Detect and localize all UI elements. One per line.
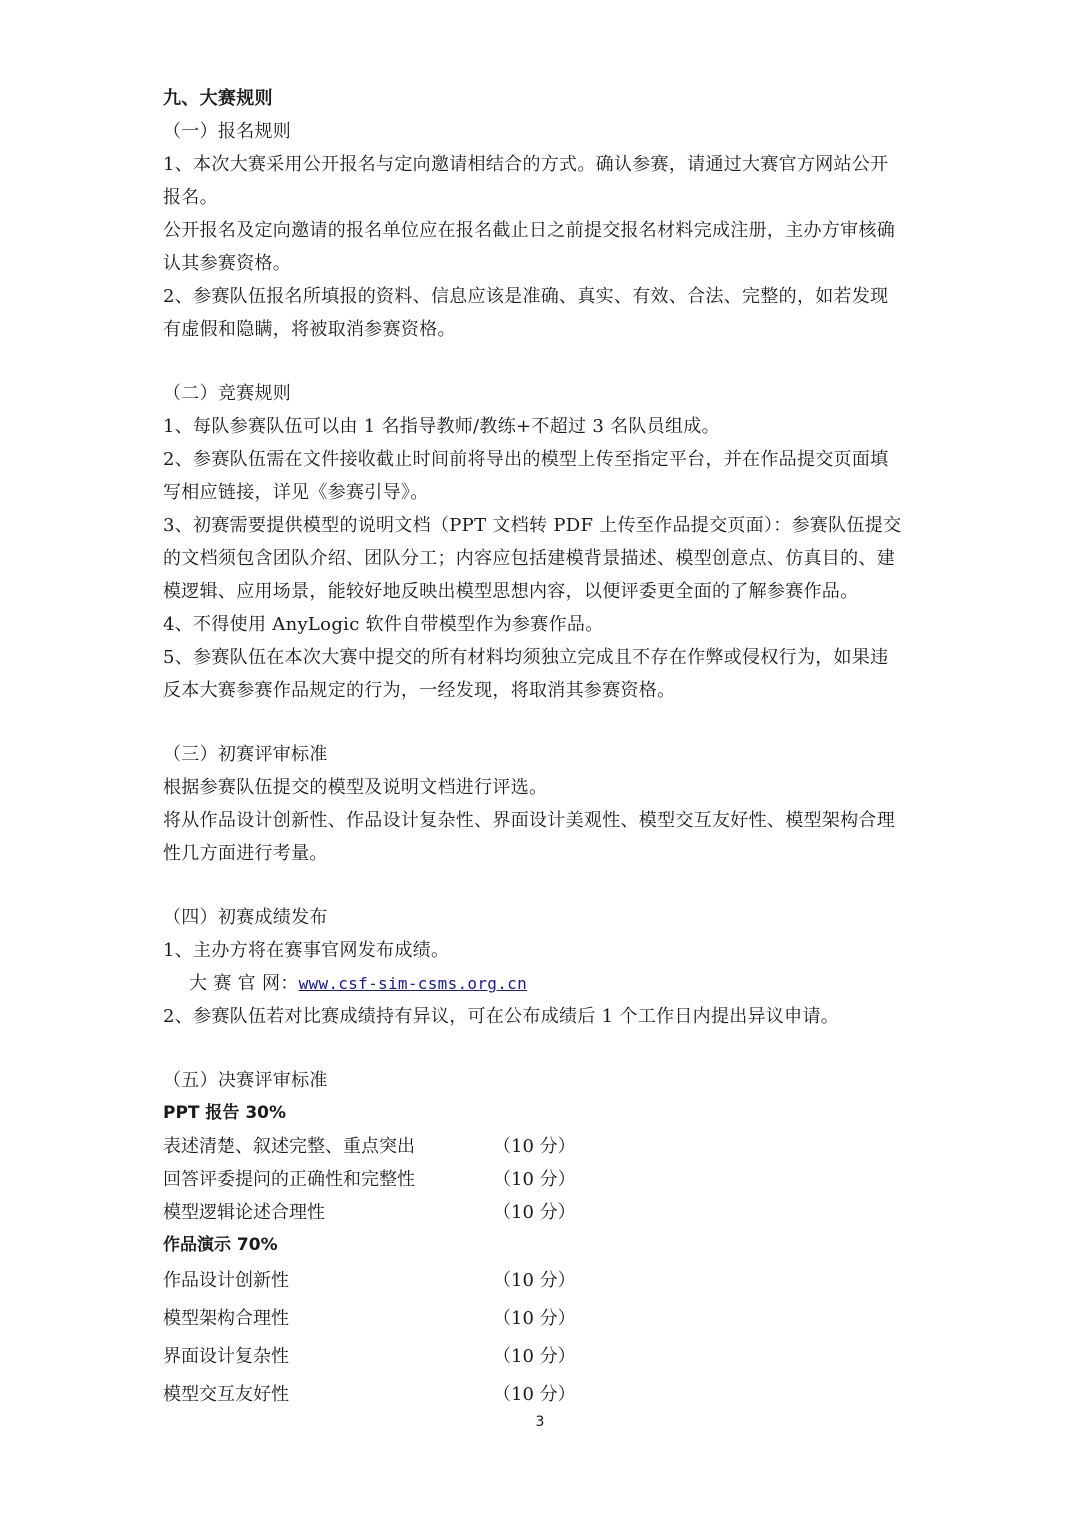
sec2-line: 3、初赛需要提供模型的说明文档（PPT 文档转 PDF 上传至作品提交页面）：参赛队伍提交 xyxy=(163,515,902,536)
sec1-line: 2、参赛队伍报名所填报的资料、信息应该是准确、真实、有效、合法、完整的，如若发现 xyxy=(163,286,889,307)
sec3-line: 根据参赛队伍提交的模型及说明文档进行评选。 xyxy=(163,777,548,798)
criterion-score: （10 分） xyxy=(493,1136,576,1157)
sec4-line: 1、主办方将在赛事官网发布成绩。 xyxy=(163,940,450,961)
sec1-line: 报名。 xyxy=(163,187,218,208)
sec2-line: 1、每队参赛队伍可以由 1 名指导教师/教练+不超过 3 名队员组成。 xyxy=(163,416,720,437)
sec2-line: 5、参赛队伍在本次大赛中提交的所有材料均须独立完成且不存在作弊或侵权行为，如果违 xyxy=(163,647,889,668)
sec5-heading: （五）决赛评审标准 xyxy=(163,1070,328,1091)
score-row xyxy=(163,1163,923,1196)
criterion-score: （10 分） xyxy=(493,1384,576,1405)
demo-title: 作品演示 70% xyxy=(163,1235,278,1255)
sec3-line: 将从作品设计创新性、作品设计复杂性、界面设计美观性、模型交互友好性、模型架构合理 xyxy=(163,810,895,831)
criterion-score: （10 分） xyxy=(493,1270,576,1291)
score-row xyxy=(163,1196,923,1229)
criterion-score: （10 分） xyxy=(493,1169,576,1190)
page-number: 3 xyxy=(535,1414,545,1430)
criterion-label: 界面设计复杂性 xyxy=(163,1346,289,1367)
sec2-line: 写相应链接，详见《参赛引导》。 xyxy=(163,482,429,503)
criterion-score: （10 分） xyxy=(493,1308,576,1329)
official-site-label: 大 赛 官 网： xyxy=(189,973,299,994)
criterion-label: 表述清楚、叙述完整、重点突出 xyxy=(163,1136,415,1157)
criterion-label: 模型架构合理性 xyxy=(163,1308,289,1329)
sec2-line: 模逻辑、应用场景，能较好地反映出模型思想内容，以便评委更全面的了解参赛作品。 xyxy=(163,581,859,602)
sec3-heading: （三）初赛评审标准 xyxy=(163,744,328,765)
criterion-score: （10 分） xyxy=(493,1202,576,1223)
section-title: 九、大赛规则 xyxy=(163,88,273,109)
score-row xyxy=(163,1130,923,1163)
official-site-link[interactable]: www.csf-sim-csms.org.cn xyxy=(298,974,528,993)
sec1-line: 有虚假和隐瞒，将被取消参赛资格。 xyxy=(163,319,456,340)
official-site-line xyxy=(163,967,923,1000)
sec2-line: 2、参赛队伍需在文件接收截止时间前将导出的模型上传至指定平台，并在作品提交页面填 xyxy=(163,449,889,470)
criterion-label: 作品设计创新性 xyxy=(163,1270,289,1291)
sec1-heading: （一）报名规则 xyxy=(163,121,292,142)
criterion-score: （10 分） xyxy=(493,1346,576,1367)
sec3-line: 性几方面进行考量。 xyxy=(163,843,328,864)
ppt-report-title: PPT 报告 30% xyxy=(163,1103,287,1123)
sec2-line: 4、不得使用 AnyLogic 软件自带模型作为参赛作品。 xyxy=(163,614,604,635)
sec2-line: 反本大赛参赛作品规定的行为，一经发现，将取消其参赛资格。 xyxy=(163,680,676,701)
criterion-label: 模型交互友好性 xyxy=(163,1384,289,1405)
sec2-heading: （二）竞赛规则 xyxy=(163,383,292,404)
page-content xyxy=(163,82,923,1414)
sec4-line: 2、参赛队伍若对比赛成绩持有异议，可在公布成绩后 1 个工作日内提出异议申请。 xyxy=(163,1006,840,1027)
score-row xyxy=(163,1338,923,1376)
score-row xyxy=(163,1300,923,1338)
criterion-label: 模型逻辑论述合理性 xyxy=(163,1202,325,1223)
sec1-line: 1、本次大赛采用公开报名与定向邀请相结合的方式。确认参赛，请通过大赛官方网站公开 xyxy=(163,154,889,175)
sec1-line: 认其参赛资格。 xyxy=(163,253,292,274)
sec1-line: 公开报名及定向邀请的报名单位应在报名截止日之前提交报名材料完成注册，主办方审核确 xyxy=(163,220,895,241)
score-row xyxy=(163,1262,923,1300)
sec2-line: 的文档须包含团队介绍、团队分工；内容应包括建模背景描述、模型创意点、仿真目的、建 xyxy=(163,548,895,569)
sec4-heading: （四）初赛成绩发布 xyxy=(163,907,328,928)
score-row xyxy=(163,1376,923,1414)
criterion-label: 回答评委提问的正确性和完整性 xyxy=(163,1169,415,1190)
